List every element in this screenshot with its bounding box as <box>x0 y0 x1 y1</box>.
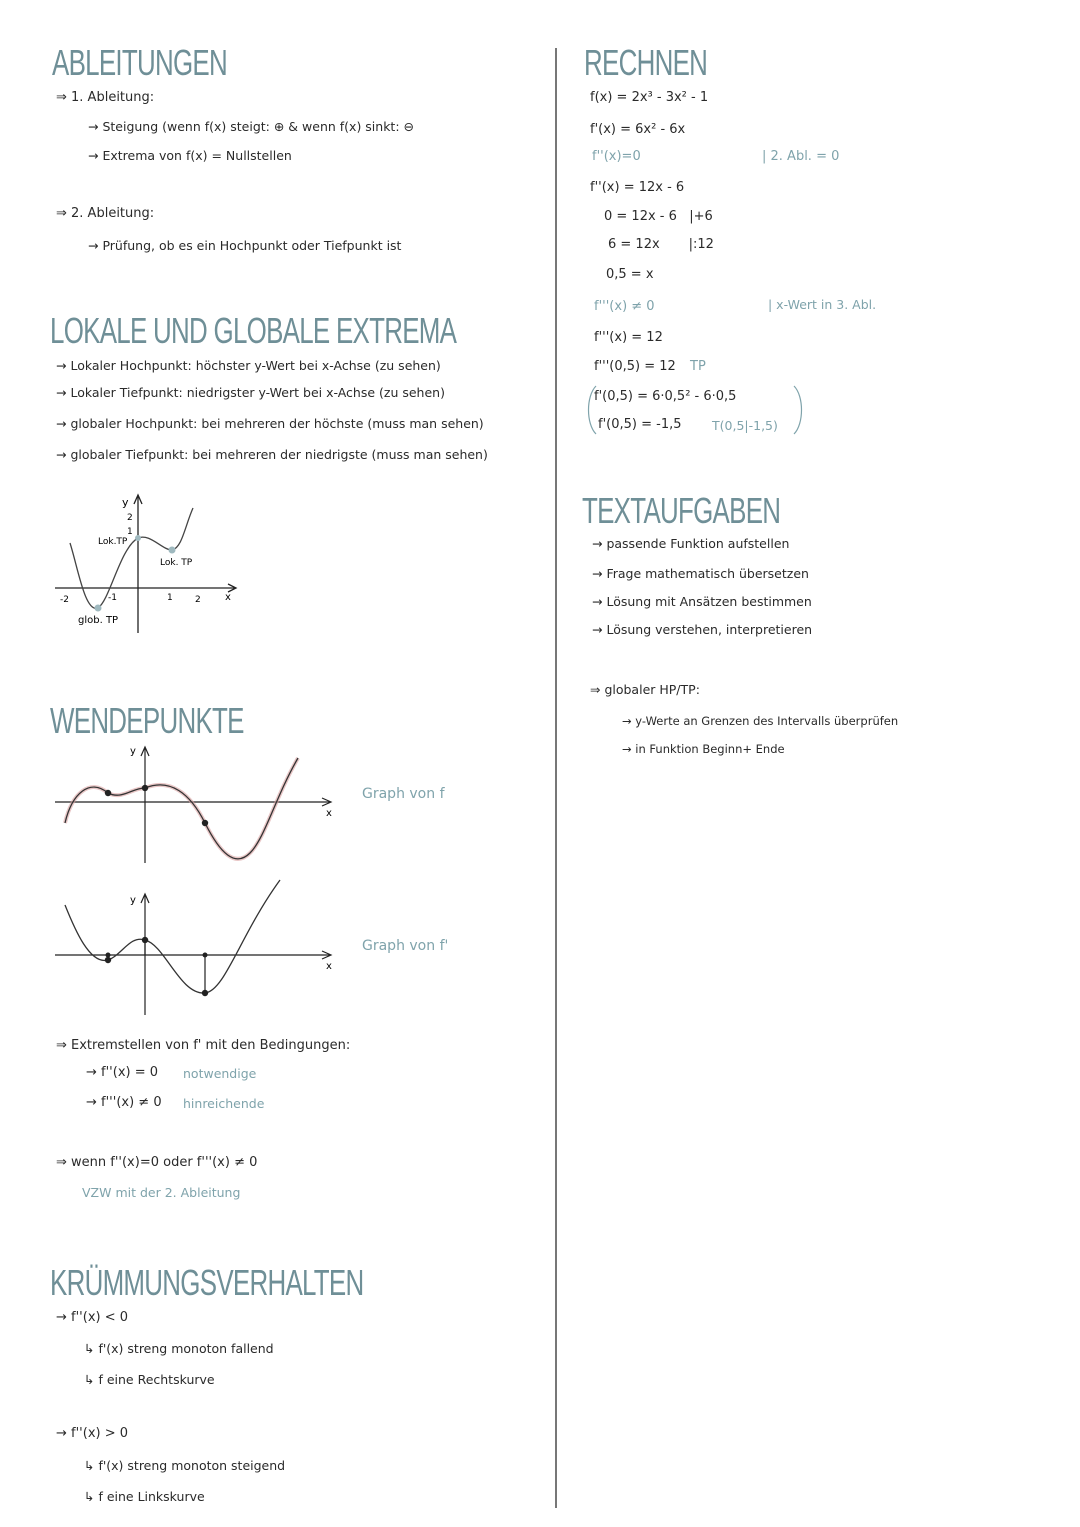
lok-tp-left-label: Lok.TP <box>98 537 128 547</box>
tick-y: 1 <box>127 527 133 537</box>
x-axis-label: x <box>225 592 231 603</box>
second-derivative-label: ⇒ 2. Ableitung: <box>56 206 155 221</box>
graph-fprime-label: Graph von f' <box>362 938 449 954</box>
extrema-item: → globaler Tiefpunkt: bei mehreren der niedrigste (muss man sehen) <box>56 447 488 462</box>
heading-wendepunkte: WENDEPUNKTE <box>50 700 244 741</box>
extrema-sketch <box>50 488 250 638</box>
heading-ableitungen: ABLEITUNGEN <box>52 42 228 83</box>
calc-line: f''(x)=0 <box>592 149 641 164</box>
extrema-item: → Lokaler Tiefpunkt: niedrigster y-Wert bei x-Achse (zu sehen) <box>56 385 445 400</box>
calc-line: f'(x) = 6x² - 6x <box>590 122 686 137</box>
tick-x: -2 <box>60 595 69 605</box>
right-bracket <box>794 386 802 434</box>
glob-tp-label: glob. TP <box>78 615 119 626</box>
heading-extrema: LOKALE UND GLOBALE EXTREMA <box>50 310 457 351</box>
inflection-point <box>105 790 111 796</box>
tick-x: 2 <box>195 595 201 605</box>
curvature-highlight <box>65 758 298 859</box>
graph-f-label: Graph von f <box>362 786 445 802</box>
y-axis-label: y <box>130 746 136 757</box>
glob-tp-point <box>95 605 102 612</box>
calc-line: f(x) = 2x³ - 3x² - 1 <box>590 90 709 105</box>
calc-note: | 2. Abl. = 0 <box>762 149 840 164</box>
condition-expr: → f''(x) = 0 <box>86 1065 159 1080</box>
task-item: → Lösung mit Ansätzen bestimmen <box>592 594 812 609</box>
inflection-point <box>142 785 148 791</box>
heading-kruemmung: KRÜMMUNGSVERHALTEN <box>50 1262 364 1303</box>
condition-note: notwendige <box>183 1066 257 1081</box>
tick-x: -1 <box>108 593 117 603</box>
heading-rechnen: RECHNEN <box>584 42 708 83</box>
calc-line: f''(x) = 12x - 6 <box>590 180 685 195</box>
calc-line: 0 = 12x - 6 |+6 <box>604 209 713 224</box>
calc-line: f'''(x) = 12 <box>594 330 663 345</box>
graph-fprime-curve <box>65 880 280 993</box>
axis-point <box>106 953 111 958</box>
extrema-item: → globaler Hochpunkt: bei mehreren der höchste (muss man sehen) <box>56 416 484 431</box>
y-axis-label: y <box>130 895 136 906</box>
when-note: VZW mit der 2. Ableitung <box>82 1185 241 1200</box>
condition-label: ⇒ Extremstellen von f' mit den Bedingungen: <box>56 1038 351 1053</box>
when-line: ⇒ wenn f''(x)=0 oder f'''(x) ≠ 0 <box>56 1155 258 1170</box>
first-derivative-item: → Extrema von f(x) = Nullstellen <box>88 148 292 163</box>
calc-note: T(0,5|-1,5) <box>712 418 778 433</box>
task-item: → passende Funktion aufstellen <box>592 536 790 551</box>
task-item: → Frage mathematisch übersetzen <box>592 566 809 581</box>
condition-note: hinreichende <box>183 1096 265 1111</box>
calc-line: 0,5 = x <box>606 267 654 282</box>
extremum-point <box>202 990 208 996</box>
extrema-item: → Lokaler Hochpunkt: höchster y-Wert bei x-Achse (zu sehen) <box>56 358 441 373</box>
tick-y: 2 <box>127 513 133 523</box>
axis-point <box>203 953 208 958</box>
curvature-line: ↳ f'(x) streng monoton steigend <box>84 1458 286 1473</box>
calc-line: f'(0,5) = 6·0,5² - 6·0,5 <box>594 389 737 404</box>
task-item: → Lösung verstehen, interpretieren <box>592 622 813 637</box>
calc-line: f'(0,5) = -1,5 <box>598 417 682 432</box>
column-divider <box>555 48 557 1508</box>
calc-note: TP <box>690 359 706 374</box>
curvature-head: → f''(x) < 0 <box>56 1310 129 1325</box>
second-derivative-item: → Prüfung, ob es ein Hochpunkt oder Tiefpunkt ist <box>88 238 402 253</box>
y-axis-label: y <box>122 496 129 509</box>
lok-tp-point <box>169 547 176 554</box>
heading-textaufgaben: TEXTAUFGABEN <box>582 490 781 531</box>
curvature-line: ↳ f eine Rechtskurve <box>84 1372 215 1387</box>
graph-f <box>50 738 350 868</box>
lok-tp-right-label: Lok. TP <box>160 558 193 568</box>
lok-hp-point <box>135 535 141 541</box>
inflection-point <box>202 820 208 826</box>
calc-line: f'''(x) ≠ 0 <box>594 299 655 314</box>
calc-note: | x-Wert in 3. Abl. <box>768 297 877 312</box>
extremum-point <box>142 937 148 943</box>
first-derivative-item: → Steigung (wenn f(x) steigt: ⊕ & wenn f(x) sinkt: ⊖ <box>88 119 414 134</box>
graph-f-curve <box>65 758 298 859</box>
curvature-head: → f''(x) > 0 <box>56 1426 129 1441</box>
x-axis-label: x <box>326 808 332 819</box>
global-item: → in Funktion Beginn+ Ende <box>622 742 785 756</box>
x-axis-label: x <box>326 961 332 972</box>
calc-line: f'''(0,5) = 12 <box>594 359 676 374</box>
first-derivative-label: ⇒ 1. Ableitung: <box>56 90 155 105</box>
global-label: ⇒ globaler HP/TP: <box>590 682 700 697</box>
extremum-point <box>105 957 111 963</box>
curvature-line: ↳ f eine Linkskurve <box>84 1489 205 1504</box>
calc-line: 6 = 12x |:12 <box>608 237 714 252</box>
curvature-line: ↳ f'(x) streng monoton fallend <box>84 1341 274 1356</box>
tick-x: 1 <box>167 593 173 603</box>
global-item: → y-Werte an Grenzen des Intervalls überprüfen <box>622 714 899 728</box>
graph-fprime <box>50 875 350 1020</box>
condition-expr: → f'''(x) ≠ 0 <box>86 1095 162 1110</box>
